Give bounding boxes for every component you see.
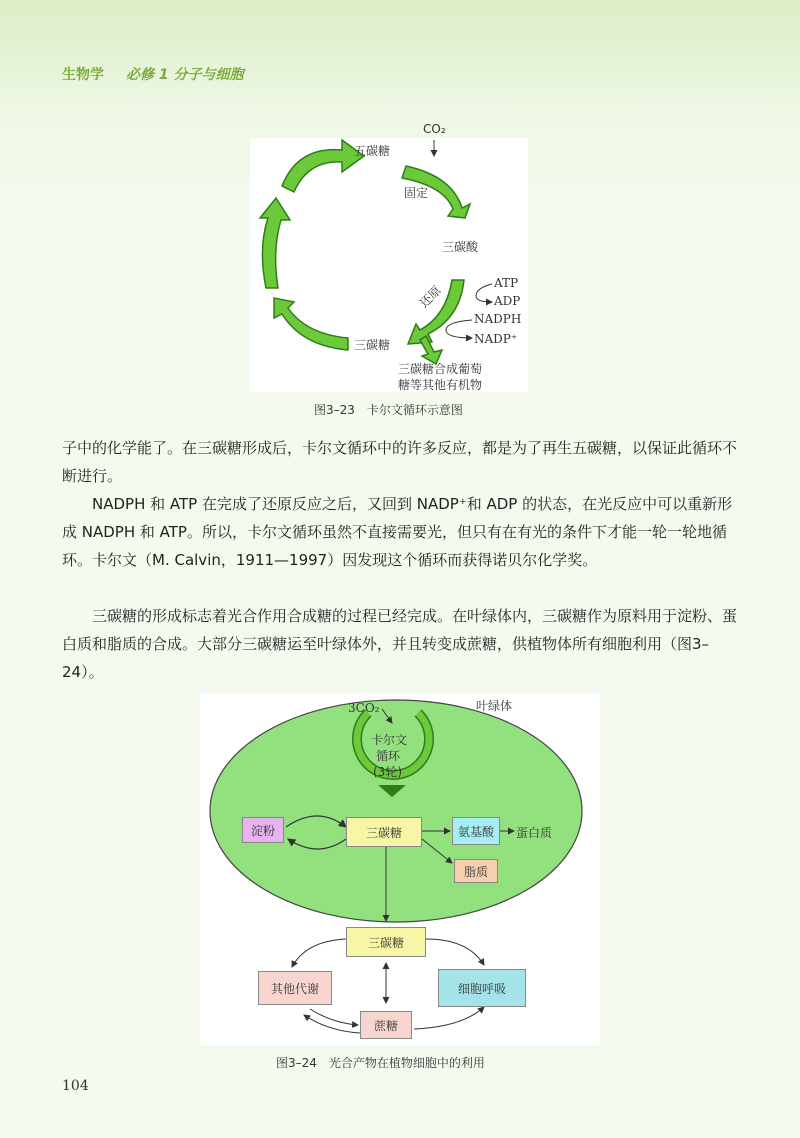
label-fixation: 固定 bbox=[404, 186, 429, 200]
label-calvin-line1: 卡尔文 bbox=[371, 733, 408, 747]
nadph-nadp-arrow bbox=[446, 320, 472, 338]
label-chloroplast: 叶绿体 bbox=[476, 699, 513, 713]
paragraph-1: 子中的化学能了。在三碳糖形成后，卡尔文循环中的许多反应，都是为了再生五碳糖，以保证此循环不断进行。 bbox=[62, 439, 738, 485]
box-starch: 淀粉 bbox=[242, 817, 284, 843]
label-calvin-line2: 循环 bbox=[376, 749, 401, 763]
label-synthesis-line1: 三碳糖合成葡萄 bbox=[398, 362, 483, 376]
figure2-caption: 图3–24 光合产物在植物细胞中的利用 bbox=[276, 1056, 485, 1070]
label-reduction: 还原 bbox=[416, 283, 444, 311]
triose-respiration-arrow bbox=[426, 939, 484, 965]
paragraph-3: 三碳糖的形成标志着光合作用合成糖的过程已经完成。在叶绿体内，三碳糖作为原料用于淀粉、蛋白质和脂质的合成。大部分三碳糖运至叶绿体外，并且转变成蔗糖，供植物体所有细胞利用（图3–24）。 bbox=[62, 607, 738, 681]
label-pentose: 五碳糖 bbox=[354, 144, 391, 158]
label-adp: ADP bbox=[494, 294, 521, 308]
box-triose-inner: 三碳糖 bbox=[346, 817, 422, 847]
label-co2: CO₂ bbox=[423, 122, 446, 136]
figure-photosynthate-use bbox=[200, 693, 600, 1045]
cycle-arrow-top-left bbox=[282, 140, 364, 192]
box-triose-outer: 三碳糖 bbox=[346, 927, 426, 957]
sucrose-respiration-arrow bbox=[414, 1007, 484, 1029]
label-nadph: NADPH bbox=[474, 312, 522, 326]
calvin-cycle-diagram bbox=[250, 138, 528, 392]
figure-calvin-cycle bbox=[250, 122, 528, 392]
label-protein: 蛋白质 bbox=[516, 826, 553, 840]
label-calvin-line3: (3轮) bbox=[373, 765, 402, 779]
paragraph-2: NADPH 和 ATP 在完成了还原反应之后，又回到 NADP⁺和 ADP 的状态，在光反应中可以重新形成 NADPH 和 ATP。所以，卡尔文循环虽然不直接需要光，但只有在有光的条件下才能一轮一轮地循环。卡尔文（M. Calvin，1911—1997）因发现这个循环而获得诺贝尔化学奖。 bbox=[62, 495, 733, 569]
cycle-arrow-bottom-left bbox=[274, 298, 348, 350]
box-amino-acid: 氨基酸 bbox=[452, 817, 500, 845]
cycle-arrow-left bbox=[260, 198, 290, 288]
box-sucrose: 蔗糖 bbox=[360, 1011, 412, 1039]
page-number: 104 bbox=[62, 1078, 89, 1094]
box-lipid: 脂质 bbox=[454, 859, 498, 883]
box-other-metabolism: 其他代谢 bbox=[258, 971, 332, 1005]
figure1-caption: 图3–23 卡尔文循环示意图 bbox=[314, 403, 463, 417]
triose-other-arrow bbox=[292, 939, 346, 967]
header-subject: 生物学 bbox=[62, 67, 104, 83]
header-subtitle: 必修 1 分子与细胞 bbox=[126, 67, 244, 83]
running-header bbox=[62, 64, 244, 84]
label-3co2: 3CO₂ bbox=[348, 701, 380, 715]
label-synthesis-line2: 糖等其他有机物 bbox=[398, 378, 483, 392]
label-triose: 三碳糖 bbox=[354, 338, 391, 352]
label-atp: ATP bbox=[494, 276, 519, 290]
label-three-acid: 三碳酸 bbox=[442, 240, 479, 254]
label-nadp: NADP⁺ bbox=[474, 332, 518, 346]
atp-adp-arrow bbox=[476, 284, 492, 302]
box-respiration: 细胞呼吸 bbox=[438, 969, 526, 1007]
